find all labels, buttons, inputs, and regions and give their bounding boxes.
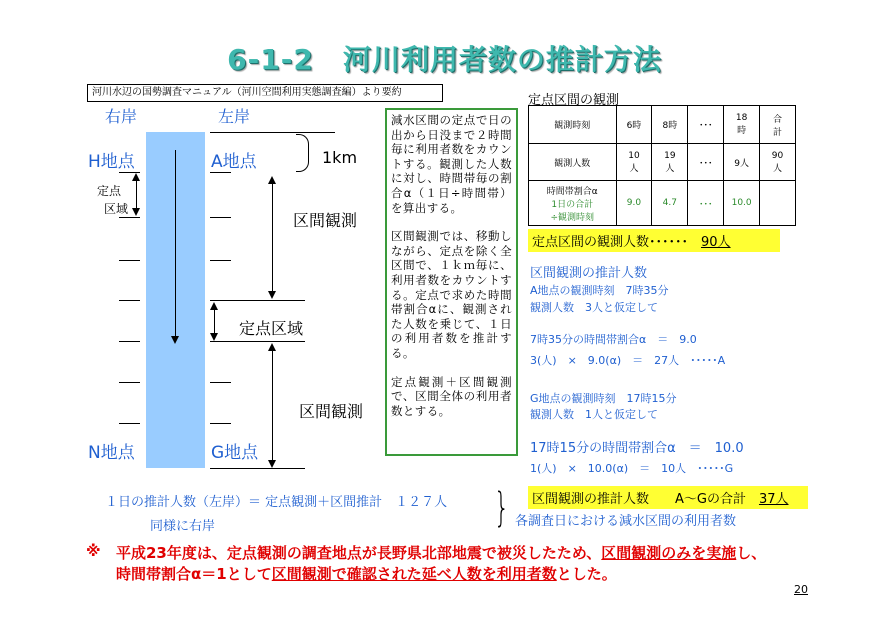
left-mark	[119, 300, 140, 301]
table-cell: 4.7	[652, 181, 688, 226]
alpha-sub-label: 1日の合計	[551, 199, 594, 210]
left-mark	[119, 423, 140, 424]
note-text: し、	[736, 544, 767, 562]
right-bank-label: 右岸	[105, 107, 138, 126]
note-underline: 区間観測で確認された延べ人数を利用者数	[271, 565, 557, 583]
note-text: とした。	[556, 565, 617, 583]
point-g-label: G地点	[211, 443, 259, 463]
same-right-bank: 同様に右岸	[150, 519, 216, 534]
left-mark	[119, 260, 140, 261]
g-obs-time: G地点の観測時刻 17時15分	[530, 392, 677, 405]
left-mark	[119, 217, 140, 218]
point-h-label: H地点	[88, 152, 135, 172]
table-cell: ･･･	[688, 144, 724, 181]
method-paragraph: 減水区間の定点で日の出から日没まで２時間毎に利用者数をカウントする。観測した人数に対し、時間帯毎の割合α（１日÷時間帯）を算出する。	[391, 113, 512, 215]
note-line-1	[116, 542, 766, 563]
section-total-label: 区間観測の推計人数 A～Gの合計	[532, 492, 759, 507]
note-line-2	[116, 563, 617, 584]
table-cell: 10 人	[616, 144, 652, 181]
a-calc: 3(人) × 9.0(α) ＝ 27人 ･････A	[530, 354, 726, 367]
note-text: 平成23年度は、定点観測の調査地点が長野県北部地震で被災したため、	[116, 544, 602, 562]
table-cell: 観測時刻	[529, 106, 617, 144]
table-cell: 6時	[616, 106, 652, 144]
note-underline: 区間観測のみを実施	[601, 544, 737, 562]
table-cell	[760, 181, 796, 226]
table-cell	[529, 181, 617, 226]
g-ratio: 17時15分の時間帯割合α ＝ 10.0	[530, 441, 744, 456]
page-number: 20	[794, 583, 808, 596]
left-mark	[119, 341, 140, 342]
right-mark	[210, 217, 231, 218]
table-cell: 8時	[652, 106, 688, 144]
right-mark	[210, 132, 335, 133]
table-cell: 9人	[724, 144, 760, 181]
g-calc: 1(人) × 10.0(α) ＝ 10人 ･････G	[530, 462, 734, 475]
right-mark	[210, 260, 231, 261]
table-cell: 90 人	[760, 144, 796, 181]
right-mark	[210, 341, 305, 342]
g-obs-people: 観測人数 1人と仮定して	[530, 408, 658, 421]
section-total-highlight	[528, 486, 808, 509]
section-total-value: 37人	[758, 492, 789, 507]
fixed-zone-small-label: 定点	[97, 184, 122, 198]
a-obs-people: 観測人数 3人と仮定して	[530, 301, 658, 314]
method-explanation-box	[385, 108, 518, 456]
table-cell: 9.0	[616, 181, 652, 226]
note-mark: ※	[86, 542, 101, 560]
daily-estimate: １日の推計人数（左岸）＝ 定点観測＋区間推計 １２７人	[105, 495, 448, 510]
fixed-point-title: 定点区間の観測	[528, 93, 620, 108]
fixed-total-value: 90人	[701, 235, 731, 250]
arrow-down-icon	[132, 208, 140, 216]
section-obs-arrow	[272, 346, 273, 463]
alpha-label: 時間帯割合α	[546, 186, 598, 197]
left-bank-label: 左岸	[218, 107, 251, 126]
table-cell: 観測人数	[529, 144, 617, 181]
right-mark	[210, 172, 231, 173]
table-cell: 合 計	[760, 106, 796, 144]
flow-arrow-line	[175, 150, 176, 338]
right-mark	[210, 468, 305, 469]
table-cell: ･･･	[688, 106, 724, 144]
page-title: 6-1-2 河川利用者数の推計方法	[227, 43, 662, 76]
fixed-total-highlight	[528, 229, 780, 252]
fixed-zone-label: 定点区域	[239, 319, 304, 338]
brace-note: 各調査日における減水区間の利用者数	[515, 514, 737, 529]
right-mark	[210, 382, 231, 383]
fixed-total-label: 定点区間の観測人数･･････	[532, 235, 702, 250]
right-mark	[210, 423, 231, 424]
table-cell: 19 人	[652, 144, 688, 181]
section-est-title: 区間観測の推計人数	[530, 266, 648, 281]
one-km-brace	[296, 134, 309, 172]
a-obs-time: A地点の観測時刻 7時35分	[530, 284, 669, 297]
note-text: 時間帯割合α＝1として	[116, 565, 272, 583]
table-cell: 18 時	[724, 106, 760, 144]
arrow-down-icon	[210, 333, 218, 341]
arrow-down-icon	[268, 460, 276, 468]
observation-table	[528, 105, 796, 226]
right-mark	[210, 300, 305, 301]
section-obs-label: 区間観測	[293, 211, 358, 230]
alpha-sub-label: ÷観測時刻	[550, 212, 595, 223]
arrow-up-icon	[132, 173, 140, 181]
a-ratio: 7時35分の時間帯割合α ＝ 9.0	[530, 333, 697, 346]
arrow-up-icon	[268, 176, 276, 184]
section-obs-arrow	[272, 180, 273, 296]
fixed-zone-small-label: 区域	[104, 202, 129, 216]
section-obs-label: 区間観測	[299, 402, 364, 421]
brace-icon: }	[494, 485, 510, 531]
table-row	[529, 106, 796, 144]
arrow-up-icon	[210, 302, 218, 310]
point-a-label: A地点	[211, 152, 257, 172]
flow-arrow-head-icon	[171, 336, 179, 344]
point-n-label: N地点	[88, 443, 135, 463]
table-cell: 10.0	[724, 181, 760, 226]
table-row	[529, 144, 796, 181]
table-cell: ･･･	[688, 181, 724, 226]
method-paragraph: 定点観測＋区間観測で、区間全体の利用者数とする。	[391, 374, 512, 418]
arrow-up-icon	[268, 343, 276, 351]
arrow-down-icon	[268, 291, 276, 299]
table-row	[529, 181, 796, 226]
source-note: 河川水辺の国勢調査マニュアル（河川空間利用実態調査編）より要約	[87, 84, 443, 102]
method-paragraph: 区間観測では、移動しながら、定点を除く全区間で、１ｋｍ毎に、利用者数をカウントする。定点で求めた時間帯割合αに、観測された人数を乗じて、１日の利用者数を推計する。	[391, 229, 512, 360]
left-mark	[119, 382, 140, 383]
one-km-label: 1km	[322, 148, 358, 167]
